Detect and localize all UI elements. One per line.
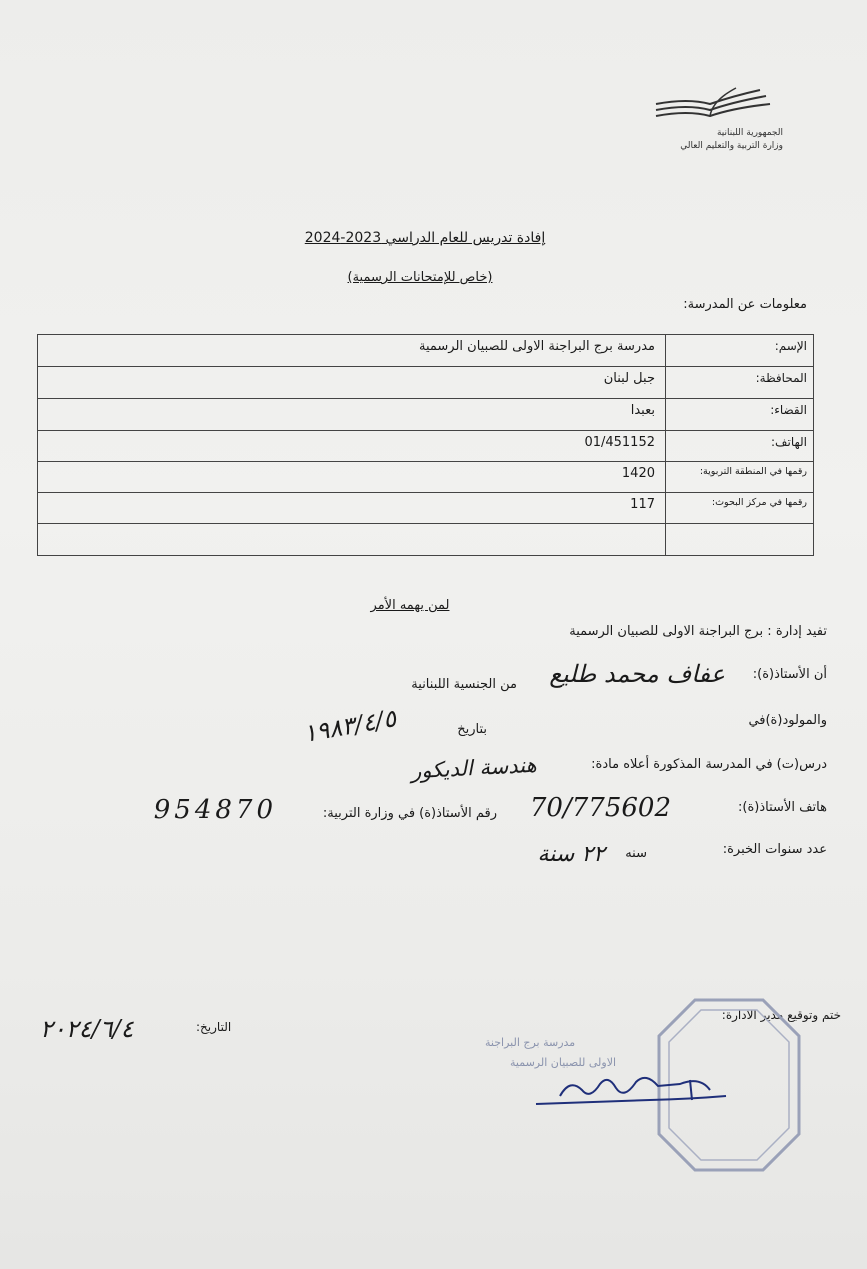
born-label: والمولود(ة)في (748, 713, 827, 728)
teacher-label: أن الأستاذ(ة): (752, 667, 827, 682)
document-subtitle: (خاص للإمتحانات الرسمية) (347, 270, 493, 285)
table-row-district (38, 399, 813, 431)
table-label: الإسم: (665, 335, 813, 366)
ministry-no-label: رقم الأستاذ(ة) في وزارة التربية: (322, 806, 497, 821)
to-whom-heading: لمن يهمه الأمر (370, 598, 450, 613)
experience-label: عدد سنوات الخبرة: (722, 842, 827, 857)
table-row-name (38, 335, 813, 367)
birth-date: ١٩٨٣/٤/٥ (301, 704, 399, 748)
table-value: بعبدا (630, 403, 655, 418)
table-row-research-number (38, 493, 813, 524)
table-value: 01/451152 (584, 435, 655, 450)
director-signature-icon (530, 1066, 730, 1112)
table-row-governorate (38, 367, 813, 399)
table-row-empty (38, 524, 813, 555)
table-label: رقمها في مركز البحوث: (665, 493, 813, 523)
table-value: جبل لبنان (603, 371, 655, 386)
ministry-line1: الجمهورية اللبنانية (716, 128, 783, 138)
table-row-region-number (38, 462, 813, 493)
ministry-line2: وزارة التربية والتعليم العالي (680, 141, 783, 151)
sign-label: ختم وتوقيع مدير الادارة: (721, 1008, 841, 1022)
teacher-phone: 70/775602 (529, 793, 671, 823)
school-section-label: معلومات عن المدرسة: (683, 297, 807, 312)
experience-value: ٢٢ سنة (537, 842, 605, 867)
subject-value: هندسة الديكور (410, 752, 538, 784)
stamp-text-line1: مدرسة برج البراجنة (485, 1036, 576, 1049)
teacher-name: عفاف محمد طليع (549, 660, 725, 688)
footer-date-value: ٢٠٢٤/٦/٤ (40, 1015, 134, 1043)
table-value: مدرسة برج البراجنة الاولى للصبيان الرسمية (418, 339, 655, 354)
document-title: إفادة تدريس للعام الدراسي 2023-2024 (304, 230, 546, 246)
table-label: القضاء: (665, 399, 813, 430)
nationality-text: من الجنسية اللبنانية (411, 677, 517, 692)
school-info-table (37, 334, 814, 556)
table-label: رقمها في المنطقة التربوية: (665, 462, 813, 492)
ministry-no-value: 954870 (153, 795, 277, 825)
phone-label: هاتف الأستاذ(ة): (738, 800, 827, 815)
table-value: 117 (630, 497, 655, 512)
table-label (665, 524, 813, 555)
taught-label: درس(ت) في المدرسة المذكورة أعلاه مادة: (591, 757, 827, 772)
footer-date-label: التاريخ: (196, 1020, 232, 1034)
stamp-text-line2: الاولى للصبيان الرسمية (510, 1056, 617, 1069)
table-label: الهاتف: (665, 431, 813, 461)
certify-line1: تفيد إدارة : برج البراجنة الاولى للصبيان الرسمية (569, 624, 827, 639)
table-row-phone (38, 431, 813, 462)
table-value (38, 524, 665, 555)
date-label: بتاريخ (457, 722, 487, 737)
table-value: 1420 (621, 466, 655, 481)
table-label: المحافظة: (665, 367, 813, 398)
years-label: سنه (625, 846, 647, 861)
